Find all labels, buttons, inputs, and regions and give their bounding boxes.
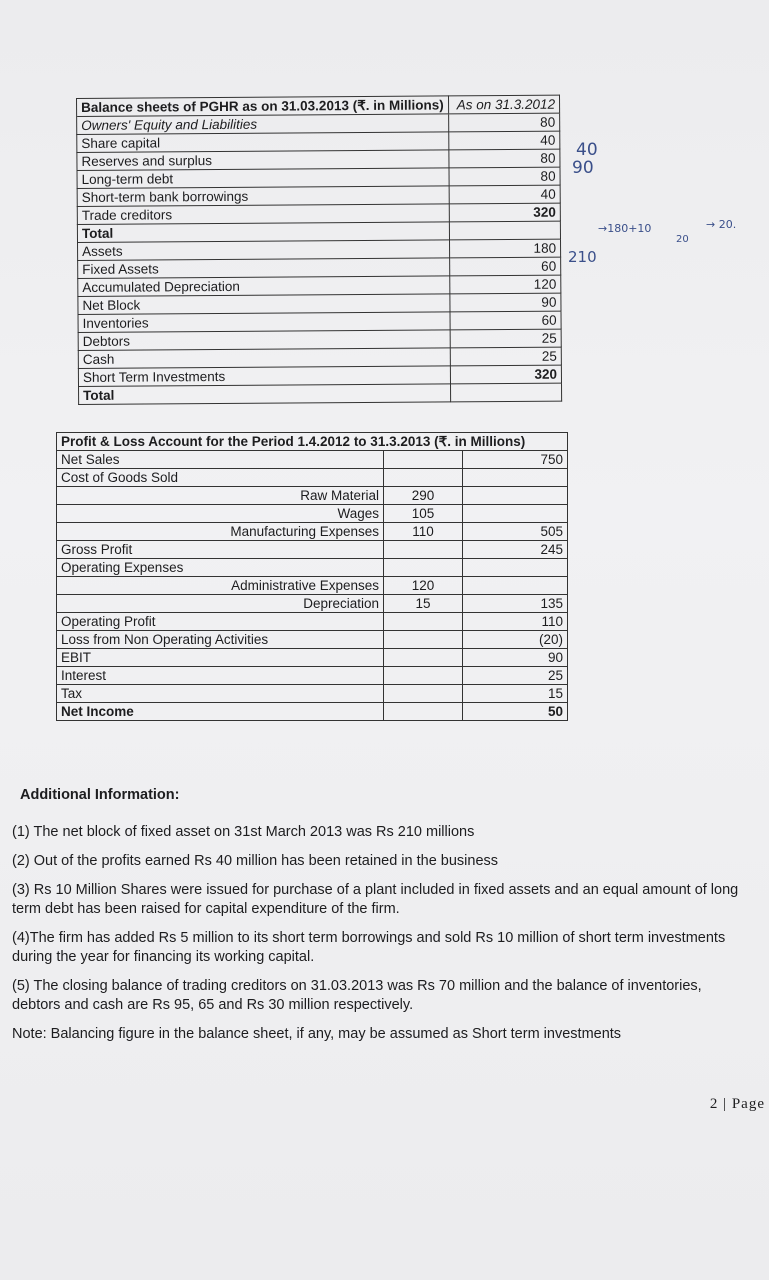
info-item-3: (3) Rs 10 Million Shares were issued for purchase of a plant included in fixed assets and an equal amount of long term debt has been raised for capital expenditure of the firm. <box>12 882 739 917</box>
handwritten-note-90: 90 <box>572 158 594 178</box>
profit-loss-label: Interest <box>57 667 384 685</box>
profit-loss-label: Net Sales <box>57 451 384 469</box>
profit-loss-row <box>57 469 568 487</box>
balance-sheet-value: 80 <box>449 149 560 168</box>
profit-loss-value: 90 <box>463 649 568 667</box>
profit-loss-subtotal <box>384 703 463 721</box>
profit-loss-label: Loss from Non Operating Activities <box>57 631 384 649</box>
profit-loss-value: 50 <box>463 703 568 721</box>
balance-sheet-label: Inventories <box>78 312 450 333</box>
profit-loss-value: 245 <box>463 541 568 559</box>
balance-sheet-label: Debtors <box>78 330 450 351</box>
profit-loss-subtotal <box>384 559 463 577</box>
profit-loss-label: Manufacturing Expenses <box>57 523 384 541</box>
handwritten-note-arrow: → 20. <box>706 218 737 231</box>
profit-loss-subtotal <box>384 667 463 685</box>
profit-loss-value: 750 <box>463 451 568 469</box>
profit-loss-value: (20) <box>463 631 568 649</box>
profit-loss-subtotal <box>384 631 463 649</box>
profit-loss-label: Tax <box>57 685 384 703</box>
balance-sheet-value: 60 <box>449 257 560 276</box>
balance-sheet-row <box>79 383 562 404</box>
profit-loss-value <box>463 487 568 505</box>
balance-sheet-table <box>76 95 562 405</box>
profit-loss-subtotal <box>384 649 463 667</box>
profit-loss-row <box>57 559 568 577</box>
profit-loss-row <box>57 451 568 469</box>
profit-loss-table <box>56 432 568 721</box>
profit-loss-label: Gross Profit <box>57 541 384 559</box>
handwritten-note-40: 40 <box>576 140 598 160</box>
profit-loss-row <box>57 685 568 703</box>
profit-loss-row <box>57 541 568 559</box>
profit-loss-value: 135 <box>463 595 568 613</box>
profit-loss-label: EBIT <box>57 649 384 667</box>
balance-sheet-value: 25 <box>450 347 561 366</box>
page-number: 2 | Page <box>709 1096 765 1112</box>
balance-sheet-label: Total <box>77 222 449 243</box>
balance-sheet-label: Trade creditors <box>77 204 449 225</box>
profit-loss-subtotal <box>384 541 463 559</box>
profit-loss-row <box>57 631 568 649</box>
profit-loss-label: Administrative Expenses <box>57 577 384 595</box>
balance-sheet-label: Reserves and surplus <box>77 150 449 171</box>
profit-loss-subtotal: 15 <box>384 595 463 613</box>
balance-sheet-value: 60 <box>450 311 561 330</box>
profit-loss-subtotal: 105 <box>384 505 463 523</box>
profit-loss-value <box>463 559 568 577</box>
balance-sheet-value: 320 <box>449 203 560 222</box>
profit-loss-value <box>463 469 568 487</box>
additional-info-title: Additional Information: <box>20 787 180 803</box>
profit-loss-subtotal <box>384 685 463 703</box>
profit-loss-value: 25 <box>463 667 568 685</box>
balance-sheet-value: 40 <box>448 131 559 150</box>
profit-loss-row <box>57 577 568 595</box>
profit-loss-row <box>57 667 568 685</box>
info-item-1: (1) The net block of fixed asset on 31st March 2013 was Rs 210 millions <box>12 824 475 840</box>
handwritten-note-210: 210 <box>568 248 597 266</box>
balance-sheet-col-header: As on 31.3.2012 <box>448 95 559 114</box>
liabilities-header: Owners' Equity and Liabilities <box>77 114 449 135</box>
handwritten-note-calc: →180+10 <box>598 222 652 235</box>
balance-sheet-value: 90 <box>450 293 561 312</box>
balance-sheet-label: Accumulated Depreciation <box>78 276 450 297</box>
info-item-4: (4)The firm has added Rs 5 million to its short term borrowings and sold Rs 10 million of short term investments during the year for financing its working capital. <box>12 930 726 965</box>
balance-sheet-label: Fixed Assets <box>78 258 450 279</box>
balance-sheet-label: Net Block <box>78 294 450 315</box>
balance-sheet-label: Cash <box>78 348 450 369</box>
profit-loss-label: Operating Expenses <box>57 559 384 577</box>
balance-sheet-label: Share capital <box>77 132 449 153</box>
profit-loss-title: Profit & Loss Account for the Period 1.4.2012 to 31.3.2013 (₹. in Millions) <box>57 433 568 451</box>
balance-sheet-label: Total <box>79 384 451 405</box>
info-note: Note: Balancing figure in the balance sheet, if any, may be assumed as Short term investments <box>12 1026 622 1042</box>
profit-loss-subtotal <box>384 613 463 631</box>
profit-loss-label: Cost of Goods Sold <box>57 469 384 487</box>
profit-loss-label: Raw Material <box>57 487 384 505</box>
profit-loss-label: Wages <box>57 505 384 523</box>
profit-loss-row <box>57 613 568 631</box>
balance-sheet-value <box>449 221 560 240</box>
info-item-2: (2) Out of the profits earned Rs 40 million has been retained in the business <box>12 853 499 869</box>
profit-loss-value: 110 <box>463 613 568 631</box>
profit-loss-label: Net Income <box>57 703 384 721</box>
profit-loss-row <box>57 505 568 523</box>
profit-loss-subtotal <box>384 451 463 469</box>
balance-sheet-first-value: 80 <box>448 113 559 132</box>
profit-loss-row <box>57 487 568 505</box>
profit-loss-subtotal <box>384 469 463 487</box>
info-item-5: (5) The closing balance of trading creditors on 31.03.2013 was Rs 70 million and the balance of inventories, debtors and cash are Rs 95, 65 and Rs 30 million respectively. <box>12 978 702 1013</box>
profit-loss-subtotal: 290 <box>384 487 463 505</box>
balance-sheet-value: 25 <box>450 329 561 348</box>
balance-sheet-label: Short Term Investments <box>78 366 450 387</box>
balance-sheet-value: 180 <box>449 239 560 258</box>
balance-sheet-title: Balance sheets of PGHR as on 31.03.2013 (₹. in Millions) <box>77 96 449 117</box>
balance-sheet-value: 120 <box>449 275 560 294</box>
balance-sheet-value: 40 <box>449 185 560 204</box>
profit-loss-row <box>57 703 568 721</box>
balance-sheet-value: 80 <box>449 167 560 186</box>
profit-loss-row <box>57 523 568 541</box>
handwritten-note-20: 20 <box>676 234 689 245</box>
profit-loss-label: Depreciation <box>57 595 384 613</box>
balance-sheet-value <box>450 383 561 402</box>
balance-sheet-label: Long-term debt <box>77 168 449 189</box>
profit-loss-subtotal: 110 <box>384 523 463 541</box>
profit-loss-label: Operating Profit <box>57 613 384 631</box>
profit-loss-value <box>463 577 568 595</box>
additional-information <box>12 786 752 1054</box>
balance-sheet-value: 320 <box>450 365 561 384</box>
balance-sheet-label: Short-term bank borrowings <box>77 186 449 207</box>
profit-loss-value: 15 <box>463 685 568 703</box>
profit-loss-row <box>57 595 568 613</box>
balance-sheet-label: Assets <box>78 240 450 261</box>
profit-loss-subtotal: 120 <box>384 577 463 595</box>
profit-loss-value <box>463 505 568 523</box>
profit-loss-row <box>57 649 568 667</box>
profit-loss-value: 505 <box>463 523 568 541</box>
